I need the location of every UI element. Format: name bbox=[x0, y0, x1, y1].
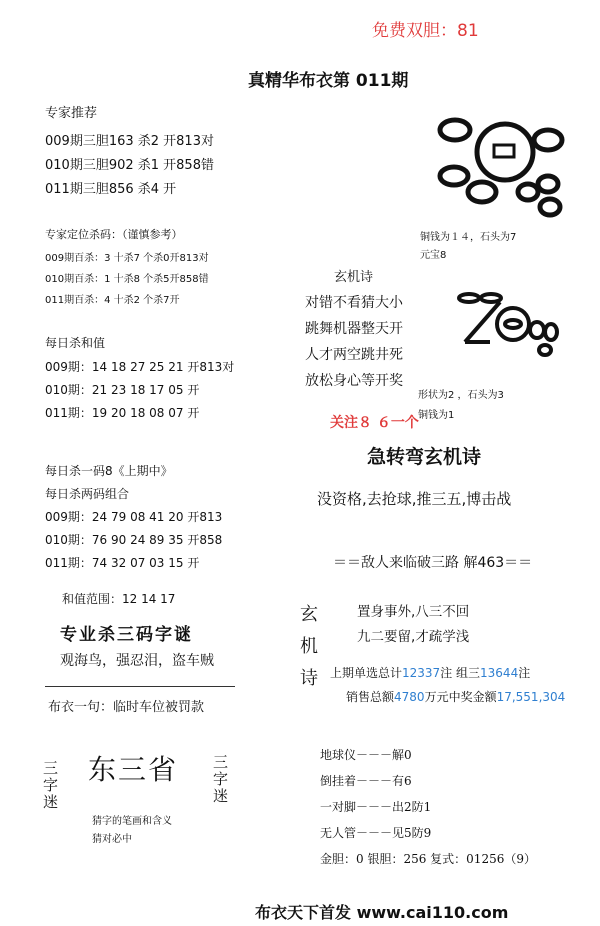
sales-text: 注 bbox=[518, 666, 531, 680]
riddle-item: 一对脚－－－出2防1 bbox=[320, 800, 432, 814]
daily-two-title: 每日杀两码组合 bbox=[45, 487, 130, 501]
sales-value: 4780 bbox=[394, 690, 425, 704]
coin2-caption: 形状为2 ，石头为3 bbox=[418, 390, 504, 401]
sales-text: 上期单选总计 bbox=[330, 666, 403, 680]
riddle-hint: 猜字的笔画和含义 bbox=[92, 816, 172, 827]
xuanji-line: 九二要留,才疏学浅 bbox=[357, 629, 470, 645]
poem2-title: 急转弯玄机诗 bbox=[367, 446, 482, 468]
daily-sum-line: 011期：19 20 18 08 07 开 bbox=[45, 406, 200, 420]
xuanji-line: 置身事外,八三不回 bbox=[357, 604, 470, 620]
daily-sum-line: 010期：21 23 18 17 05 开 bbox=[45, 383, 200, 397]
riddle-item: 无人管－－－见5防9 bbox=[320, 826, 432, 840]
daily-one-title: 每日杀一码8《上期中》 bbox=[45, 464, 173, 478]
position-kill-line: 011期百杀：4 十杀2 个杀7开 bbox=[45, 295, 180, 306]
expert-line: 009期三胆163 杀2 开813对 bbox=[45, 134, 214, 149]
riddle-item: 倒挂着－－－有6 bbox=[320, 774, 412, 788]
sales-value: 12337 bbox=[402, 666, 441, 680]
sales-text: 销售总额 bbox=[346, 690, 395, 704]
position-kill-title: 专家定位杀码：（谨慎参考） bbox=[45, 228, 183, 241]
coin1-caption: 铜钱为１４，石头为7 bbox=[420, 232, 517, 243]
summary-line: 金胆：0 银胆：256 复式：01256（9） bbox=[320, 852, 536, 866]
page-title: 真精华布衣第 011期 bbox=[248, 71, 409, 91]
focus-note: 关注８ ６一个 bbox=[330, 415, 419, 431]
riddle3-text: 观海鸟，强忍泪，盗车贼 bbox=[60, 653, 214, 669]
expert-line: 010期三胆902 杀1 开858错 bbox=[45, 158, 214, 173]
xuanji-label: 机 bbox=[300, 636, 318, 657]
daily-sum-title: 每日杀和值 bbox=[45, 336, 106, 350]
poem1-line: 跳舞机器整天开 bbox=[305, 321, 403, 337]
poem1-line: 对错不看猜大小 bbox=[305, 295, 403, 311]
sales-value: 17,551,304 bbox=[496, 690, 566, 704]
poem1-line: 人才两空跳井死 bbox=[305, 347, 403, 363]
xuanji-label: 诗 bbox=[300, 668, 318, 689]
expert-title: 专家推荐 bbox=[45, 106, 98, 121]
one-line-tip: 布衣一句：临时车位被罚款 bbox=[48, 700, 205, 715]
daily-one-line: 009期：24 79 08 41 20 开813 bbox=[45, 510, 223, 524]
poem2-line: 没资格,去抢球,推三五,博击战 bbox=[317, 490, 512, 508]
shape-drawing-icon bbox=[455, 292, 567, 358]
coin1-caption: 元宝8 bbox=[420, 250, 447, 261]
riddle-big: 东三省 bbox=[88, 753, 179, 786]
daily-sum-line: 009期：14 18 27 25 21 开813对 bbox=[45, 360, 235, 374]
sales-text: 注 组三 bbox=[440, 666, 481, 680]
riddle-hint: 猜对必中 bbox=[92, 834, 132, 845]
riddle3-title: 专业杀三码字谜 bbox=[60, 625, 193, 645]
enemy-line: ＝＝敌人来临破三路 解463＝＝ bbox=[333, 555, 533, 571]
poem1-line: 放松身心等开奖 bbox=[305, 373, 403, 389]
coin-drawing-icon bbox=[430, 112, 580, 222]
daily-one-line: 010期：76 90 24 89 35 开858 bbox=[45, 533, 223, 547]
coin2-caption: 铜钱为1 bbox=[418, 410, 455, 421]
daily-one-line: 011期：74 32 07 03 15 开 bbox=[45, 556, 200, 570]
sum-range: 和值范围：12 14 17 bbox=[62, 592, 176, 606]
riddle-left-label: 三字迷 bbox=[41, 760, 59, 811]
position-kill-line: 009期百杀：3 十杀7 个杀0开813对 bbox=[45, 253, 209, 264]
divider-line bbox=[45, 686, 235, 687]
poem1-title: 玄机诗 bbox=[334, 270, 374, 285]
riddle-item: 地球仪－－－解0 bbox=[320, 748, 412, 762]
expert-line: 011期三胆856 杀4 开 bbox=[45, 182, 177, 197]
riddle-right-label: 三字迷 bbox=[211, 754, 229, 805]
xuanji-label: 玄 bbox=[300, 604, 318, 625]
sales-line-1 bbox=[330, 664, 530, 681]
sales-value: 13644 bbox=[480, 666, 519, 680]
position-kill-line: 010期百杀：1 十杀8 个杀5开858错 bbox=[45, 274, 209, 285]
footer-site: 布衣天下首发 www.cai110.com bbox=[255, 903, 509, 922]
sales-line-2 bbox=[346, 688, 565, 705]
free-double-badge: 免费双胆：81 bbox=[372, 21, 479, 41]
sales-text: 万元中奖金额 bbox=[424, 690, 497, 704]
